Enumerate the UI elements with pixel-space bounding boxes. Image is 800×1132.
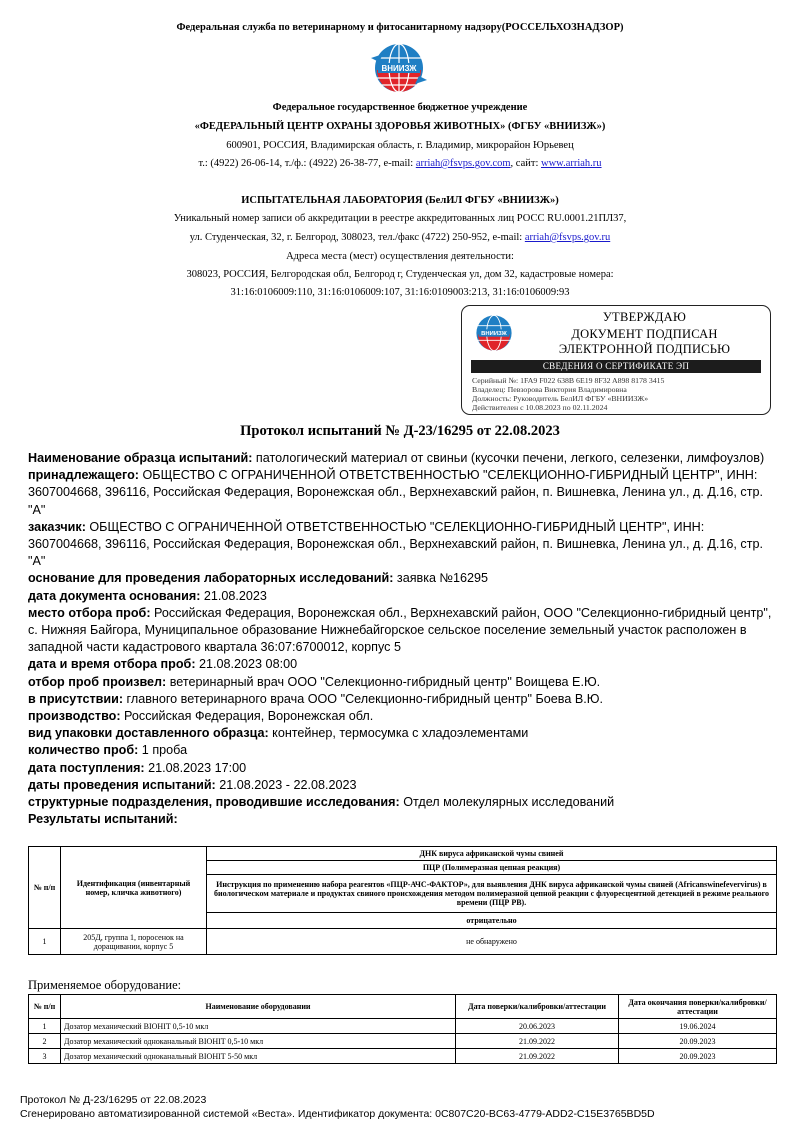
equipment-row-end: 19.06.2024 (619, 1019, 777, 1034)
results-header-num: № п/п (29, 847, 61, 929)
field-sample-count: количество проб: 1 проба (28, 743, 188, 758)
org-site-link[interactable]: www.arriah.ru (541, 158, 602, 169)
field-customer: заказчик: ОБЩЕСТВО С ОГРАНИЧЕННОЙ ОТВЕТСТВЕННОСТЬЮ "СЕЛЕКЦИОННО-ГИБРИДНЫЙ ЦЕНТР", ИНН: 3607004668, 396116, Российская Федерация, Воронежская обл., Верхнехавский район, п. Вишневка, Ленина ул., д. Д.16, стр. "А" (28, 519, 763, 569)
org-contacts (0, 158, 800, 169)
stamp-cert-bar: СВЕДЕНИЯ О СЕРТИФИКАТЕ ЭП (471, 360, 761, 373)
field-packaging: вид упаковки доставленного образца: контейнер, термосумка с хладоэлементами (28, 726, 529, 741)
equipment-row-num: 2 (29, 1034, 61, 1049)
equipment-row-name: Дозатор механический одноканальный BIOHIT 5-50 мкл (61, 1049, 456, 1064)
svg-text:ВНИИЗЖ: ВНИИЗЖ (481, 331, 507, 338)
equipment-table (28, 994, 777, 1064)
results-row-id: 205Д, группа 1, поросенок на доращивании, корпус 5 (61, 929, 207, 955)
stamp-serial: Серийный №: 1FA9 F022 638B 6E19 8F32 A898 8178 3415 (472, 376, 665, 385)
equipment-row-num: 3 (29, 1049, 61, 1064)
lab-activity-label: Адреса места (мест) осуществления деятельности: (286, 251, 514, 262)
agency-header: Федеральная служба по ветеринарному и фитосанитарному надзору(РОССЕЛЬХОЗНАДЗОР) (176, 22, 624, 33)
stamp-e-signature: ЭЛЕКТРОННОЙ ПОДПИСЬЮ (558, 342, 731, 356)
protocol-title: Протокол испытаний № Д-23/16295 от 22.08.2023 (240, 423, 560, 439)
field-basis: основание для проведения лабораторных исследований: заявка №16295 (28, 571, 489, 586)
table-row (29, 1034, 777, 1049)
field-sampled-by: отбор проб произвел: ветеринарный врач ООО "Селекционно-гибридный центр" Воищева Е.Ю. (28, 674, 601, 689)
equipment-title: Применяемое оборудование: (28, 978, 182, 992)
table-row (29, 929, 777, 955)
field-sampling-datetime: дата и время отбора проб: 21.08.2023 08:00 (28, 657, 298, 672)
org-email-link[interactable]: arriah@fsvps.gov.com (415, 158, 511, 169)
equipment-row-end: 20.09.2023 (619, 1034, 777, 1049)
stamp-signed: ДОКУМЕНТ ПОДПИСАН (571, 327, 718, 341)
org-address: 600901, РОССИЯ, Владимирская область, г. Владимир, микрорайон Юрьевец (226, 140, 574, 151)
field-sampling-place: место отбора проб: Российская Федерация, Воронежская обл., Верхнехавский район, ООО "Селекционно-гибридный центр", с. Нижняя Байгора, Муниципальное образование Нижнебайгорское сельское поселение земельный участок расположен в западной части кадастрового квартала 36:07:6700012, корпус 5 (28, 605, 772, 655)
results-table (28, 846, 777, 955)
equipment-header-name: Наименование оборудовании (61, 995, 456, 1019)
vniizzh-logo-icon (369, 40, 429, 96)
results-norm: отрицательно (207, 913, 777, 929)
lab-address (0, 232, 800, 243)
vniizzh-stamp-logo-icon (472, 312, 516, 354)
field-received-date: дата поступления: 21.08.2023 17:00 (28, 760, 247, 775)
results-header-id: Идентификация (инвентарный номер, кличка животного) (61, 847, 207, 929)
org-site-label: , сайт: (510, 158, 541, 169)
field-departments: структурные подразделения, проводившие исследования: Отдел молекулярных исследований (28, 795, 615, 810)
field-basis-date: дата документа основания: 21.08.2023 (28, 588, 267, 603)
equipment-row-name: Дозатор механический одноканальный BIOHIT 0,5-10 мкл (61, 1034, 456, 1049)
results-row-num: 1 (29, 929, 61, 955)
org-name: «ФЕДЕРАЛЬНЫЙ ЦЕНТР ОХРАНЫ ЗДОРОВЬЯ ЖИВОТНЫХ» (ФГБУ «ВНИИЗЖ») (194, 121, 606, 132)
org-type: Федеральное государственное бюджетное учреждение (272, 102, 528, 113)
footer-generated-by: Сгенерировано автоматизированной системой «Веста». Идентификатор документа: 0C807C20-BC63-4779-ADD2-C15E3765BD5D (20, 1108, 655, 1120)
equipment-row-name: Дозатор механический BIOHIT 0,5-10 мкл (61, 1019, 456, 1034)
stamp-approve: УТВЕРЖДАЮ (602, 310, 687, 324)
lab-name: ИСПЫТАТЕЛЬНАЯ ЛАБОРАТОРИЯ (БелИЛ ФГБУ «ВНИИЗЖ») (241, 195, 559, 206)
svg-text:ВНИИЗЖ: ВНИИЗЖ (381, 64, 417, 73)
lab-activity-address: 308023, РОССИЯ, Белгородская обл, Белгород г, Студенческая ул, дом 32, кадастровые номера: (186, 269, 614, 280)
lab-address-text: ул. Студенческая, 32, г. Белгород, 308023, тел./факс (4722) 250-952, e-mail: (189, 232, 525, 243)
lab-email-link[interactable]: arriah@fsvps.gov.ru (524, 232, 611, 243)
field-owner: принадлежащего: ОБЩЕСТВО С ОГРАНИЧЕННОЙ ОТВЕТСТВЕННОСТЬЮ "СЕЛЕКЦИОННО-ГИБРИДНЫЙ ЦЕНТР", ИНН: 3607004668, 396116, Российская Федерация, Воронежская обл., Верхнехавский район, п. Вишневка, Ленина ул., д. Д.16, стр. "А" (28, 468, 763, 517)
equipment-header-num: № п/п (29, 995, 61, 1019)
equipment-row-date: 20.06.2023 (456, 1019, 619, 1034)
equipment-row-end: 20.09.2023 (619, 1049, 777, 1064)
equipment-row-date: 21.09.2022 (456, 1034, 619, 1049)
equipment-row-num: 1 (29, 1019, 61, 1034)
stamp-owner: Владелец: Певзорова Виктория Владимировна (472, 385, 627, 394)
field-production: производство: Российская Федерация, Воронежская обл. (28, 709, 374, 724)
table-row (29, 1049, 777, 1064)
footer-protocol-ref: Протокол № Д-23/16295 от 22.08.2023 (20, 1094, 207, 1106)
stamp-position: Должность: Руководитель БелИЛ ФГБУ «ВНИИЗЖ» (472, 394, 649, 403)
equipment-header-date: Дата поверки/калибровки/аттестации (456, 995, 619, 1019)
results-row-result: не обнаружено (207, 929, 777, 955)
field-sample-name: Наименование образца испытаний: патологический материал от свиньи (кусочки печени, легкого, селезенки, лимфоузлов) (28, 451, 765, 465)
org-phones: т.: (4922) 26-06-14, т./ф.: (4922) 26-38-77, e-mail: (198, 158, 416, 169)
results-method: ПЦР (Полимеразная цепная реакция) (207, 861, 777, 875)
equipment-header-end: Дата окончания поверки/калибровки/аттестации (619, 995, 777, 1019)
results-test-name: ДНК вируса африканской чумы свиней (207, 847, 777, 861)
lab-cadastral-numbers: 31:16:0106009:110, 31:16:0106009:107, 31:16:0109003:213, 31:16:0106009:93 (230, 287, 570, 298)
stamp-validity: Действителен с 10.08.2023 по 02.11.2024 (472, 403, 608, 412)
field-presence: в присутствии: главного ветеринарного врача ООО "Селекционно-гибридный центр" Боева В.Ю. (28, 691, 603, 706)
equipment-row-date: 21.09.2022 (456, 1049, 619, 1064)
protocol-fields (28, 450, 778, 828)
field-results-heading: Результаты испытаний: (28, 812, 178, 827)
e-signature-stamp (461, 305, 771, 415)
table-row (29, 1019, 777, 1034)
lab-accreditation: Уникальный номер записи об аккредитации в реестре аккредитованных лиц РОСС RU.0001.21ПЛ37, (173, 213, 627, 224)
results-instruction: Инструкция по применению набора реагентов «ПЦР-АЧС-ФАКТОР», для выявления ДНК вируса африканской чумы свиней (Africanswinefevervirus) в биологическом материале и продуктах свиного происхождения методом полимеразной цепной реакции с флуоресцентной детекцией в режиме реального времени (ПЦР РВ). (207, 875, 777, 913)
field-test-dates: даты проведения испытаний: 21.08.2023 - 22.08.2023 (28, 777, 357, 792)
